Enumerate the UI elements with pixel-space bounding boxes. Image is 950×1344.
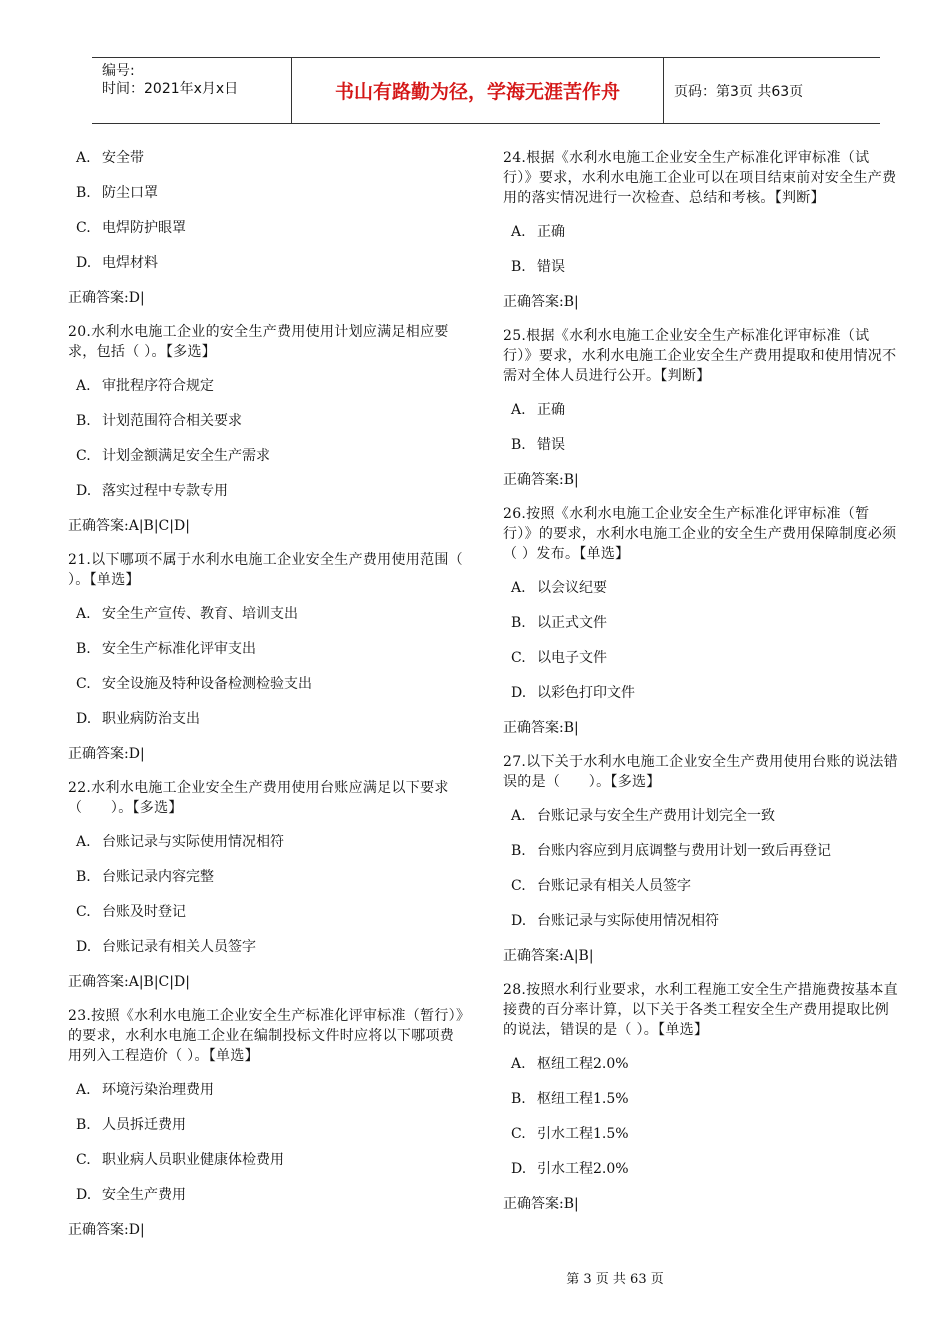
answer-line: 正确答案:B| bbox=[503, 472, 579, 488]
option-c: C. 以电子文件 bbox=[511, 650, 607, 666]
answer-line: 正确答案:D| bbox=[68, 1222, 145, 1238]
question-text: 27.以下关于水利水电施工企业安全生产费用使用台账的说法错误的是（ ）。【多选】 bbox=[503, 754, 898, 790]
option-b: B. 防尘口罩 bbox=[76, 185, 158, 201]
page-header bbox=[92, 57, 880, 124]
option-d: D. 引水工程2.0% bbox=[511, 1161, 629, 1177]
page-footer: 第 3 页 共 63 页 bbox=[566, 1272, 664, 1287]
answer-line: 正确答案:D| bbox=[68, 290, 145, 306]
question-block-26 bbox=[503, 504, 898, 738]
option-d: D. 以彩色打印文件 bbox=[511, 685, 635, 701]
question-block-24 bbox=[503, 148, 898, 312]
question-block-27 bbox=[503, 752, 898, 966]
option-a: A. 台账记录与安全生产费用计划完全一致 bbox=[511, 808, 775, 824]
question-text: 22.水利水电施工企业安全生产费用使用台账应满足以下要求（ ）。【多选】 bbox=[68, 780, 449, 816]
question-text: 25.根据《水利水电施工企业安全生产标准化评审标准（试行）》要求，水利水电施工企业安全生产费用提取和使用情况不需对全体人员进行公开。【判断】 bbox=[503, 328, 897, 384]
question-block-20 bbox=[68, 322, 468, 536]
option-b: B. 以正式文件 bbox=[511, 615, 607, 631]
answer-line: 正确答案:A|B|C|D| bbox=[68, 518, 190, 534]
option-a: A. 正确 bbox=[511, 402, 565, 418]
answer-line: 正确答案:B| bbox=[503, 1196, 579, 1212]
option-b: B. 枢纽工程1.5% bbox=[511, 1091, 629, 1107]
option-a: A. 正确 bbox=[511, 224, 565, 240]
option-b: B. 台账内容应到月底调整与费用计划一致后再登记 bbox=[511, 843, 831, 859]
option-b: B. 错误 bbox=[511, 437, 565, 453]
right-column bbox=[503, 148, 898, 1228]
option-c: C. 电焊防护眼罩 bbox=[76, 220, 186, 236]
option-c: C. 职业病人员职业健康体检费用 bbox=[76, 1152, 284, 1168]
option-b: B. 安全生产标准化评审支出 bbox=[76, 641, 256, 657]
question-text: 28.按照水利行业要求，水利工程施工安全生产措施费按基本直接费的百分率计算，以下关于各类工程安全生产费用提取比例的说法，错误的是（ ）。【单选】 bbox=[503, 982, 898, 1038]
question-text: 24.根据《水利水电施工企业安全生产标准化评审标准（试行）》要求，水利水电施工企业可以在项目结束前对安全生产费用的落实情况进行一次检查、总结和考核。【判断】 bbox=[503, 150, 897, 206]
option-d: D. 职业病防治支出 bbox=[76, 711, 200, 727]
option-d: D. 台账记录有相关人员签字 bbox=[76, 939, 256, 955]
option-a: A. 安全带 bbox=[76, 150, 144, 166]
option-a: A. 枢纽工程2.0% bbox=[511, 1056, 629, 1072]
answer-line: 正确答案:B| bbox=[503, 720, 579, 736]
question-block-19 bbox=[68, 148, 468, 308]
option-d: D. 台账记录与实际使用情况相符 bbox=[511, 913, 719, 929]
code-label: 编号: bbox=[102, 63, 135, 79]
option-b: B. 错误 bbox=[511, 259, 565, 275]
option-b: B. 计划范围符合相关要求 bbox=[76, 413, 242, 429]
question-text: 23.按照《水利水电施工企业安全生产标准化评审标准（暂行）》的要求，水利水电施工企业在编制投标文件时应将以下哪项费用列入工程造价（ ）。【单选】 bbox=[68, 1008, 464, 1064]
option-c: C. 计划金额满足安全生产需求 bbox=[76, 448, 270, 464]
question-text: 21.以下哪项不属于水利水电施工企业安全生产费用使用范围（ ）。【单选】 bbox=[68, 552, 463, 588]
answer-line: 正确答案:D| bbox=[68, 746, 145, 762]
option-a: A. 审批程序符合规定 bbox=[76, 378, 214, 394]
option-c: C. 安全设施及特种设备检测检验支出 bbox=[76, 676, 312, 692]
question-text: 20.水利水电施工企业的安全生产费用使用计划应满足相应要求，包括（ ）。【多选】 bbox=[68, 324, 449, 360]
option-d: D. 落实过程中专款专用 bbox=[76, 483, 228, 499]
question-block-23 bbox=[68, 1006, 468, 1240]
option-a: A. 以会议纪要 bbox=[511, 580, 607, 596]
option-c: C. 引水工程1.5% bbox=[511, 1126, 629, 1142]
option-b: B. 台账记录内容完整 bbox=[76, 869, 214, 885]
option-d: D. 安全生产费用 bbox=[76, 1187, 186, 1203]
question-block-22 bbox=[68, 778, 468, 992]
option-c: C. 台账及时登记 bbox=[76, 904, 186, 920]
left-column bbox=[68, 148, 468, 1254]
option-a: A. 环境污染治理费用 bbox=[76, 1082, 214, 1098]
option-b: B. 人员拆迁费用 bbox=[76, 1117, 186, 1133]
answer-line: 正确答案:A|B|C|D| bbox=[68, 974, 190, 990]
option-d: D. 电焊材料 bbox=[76, 255, 158, 271]
answer-line: 正确答案:A|B| bbox=[503, 948, 594, 964]
option-a: A. 安全生产宣传、教育、培训支出 bbox=[76, 606, 298, 622]
answer-line: 正确答案:B| bbox=[503, 294, 579, 310]
header-motto: 书山有路勤为径，学海无涯苦作舟 bbox=[292, 58, 664, 123]
time-label: 时间：2021年x月x日 bbox=[102, 81, 239, 97]
option-c: C. 台账记录有相关人员签字 bbox=[511, 878, 691, 894]
header-page-info: 页码：第3页 共63页 bbox=[674, 83, 804, 100]
question-block-21 bbox=[68, 550, 468, 764]
question-block-28 bbox=[503, 980, 898, 1214]
question-text: 26.按照《水利水电施工企业安全生产标准化评审标准（暂行）》的要求，水利水电施工企业的安全生产费用保障制度必须（ ）发布。【单选】 bbox=[503, 506, 897, 562]
option-a: A. 台账记录与实际使用情况相符 bbox=[76, 834, 284, 850]
question-block-25 bbox=[503, 326, 898, 490]
header-meta bbox=[92, 58, 292, 123]
